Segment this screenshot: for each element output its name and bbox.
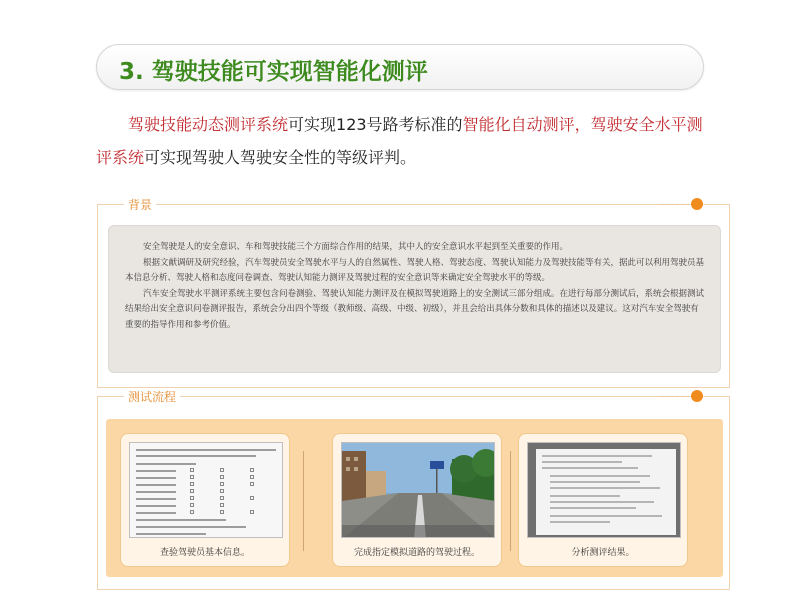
divider — [510, 451, 511, 551]
divider — [661, 396, 689, 397]
test-flow-panel — [106, 419, 723, 577]
step-card-driving — [332, 433, 502, 567]
section-title: 3. 驾驶技能可实现智能化测评 — [119, 59, 428, 85]
intro-paragraph — [96, 108, 716, 174]
step-card-basic-info — [120, 433, 290, 567]
step-caption-basic-info: 查验驾驶员基本信息。 — [159, 548, 250, 558]
step-card-result — [518, 433, 688, 567]
test-flow-label: 测试流程 — [124, 388, 180, 405]
test-flow-box — [97, 390, 730, 590]
background-paragraph-1: 安全驾驶是人的安全意识、车和驾驶技能三个方面综合作用的结果，其中人的安全意识水平起到至关重要的作用。 — [143, 242, 569, 252]
background-label: 背景 — [124, 196, 156, 213]
intro-text-2: 可实现驾驶人驾驶安全性的等级评判。 — [144, 148, 417, 167]
report-page — [536, 449, 676, 535]
step-caption-result: 分析测评结果。 — [571, 548, 635, 558]
intro-highlight-dynamic-system: 驾驶技能动态测评系统 — [128, 115, 289, 134]
section-title-bar — [96, 44, 704, 90]
driving-simulation-screenshot — [341, 442, 495, 538]
road-scene-image — [342, 443, 495, 538]
divider — [303, 451, 304, 551]
background-box — [97, 198, 730, 388]
orange-dot-icon — [691, 198, 703, 210]
intro-highlight-safety-system: 智能化自动测评，驾驶安全水平测评系统 — [96, 115, 703, 167]
step-caption-driving: 完成指定模拟道路的驾驶过程。 — [353, 548, 480, 558]
background-text-panel — [108, 225, 721, 373]
background-paragraph-3: 汽车安全驾驶水平测评系统主要包含问卷测验、驾驶认知能力测评及在模拟驾驶道路上的安全测试三部分组成。在进行每部分测试后，系统会根据测试结果给出安全意识问卷测评报告，系统会分出四个等级（教师级、高级、中级、初级），并且会给出具体分数和具体的描述以及建议。这对汽车安全驾驶有重要的指导作用和参考价值。 — [125, 288, 705, 330]
driver-info-form-screenshot — [129, 442, 283, 538]
assessment-report-screenshot — [527, 442, 681, 538]
divider — [661, 204, 689, 205]
orange-dot-icon — [691, 390, 703, 402]
background-paragraph-2: 根据文献调研及研究经验，汽车驾驶员安全驾驶水平与人的自然属性、驾驶人格、驾驶态度、驾驶认知能力及驾驶技能等有关，据此可以利用驾驶员基本信息分析、驾驶人格和态度问卷调查、驾驶认知能力测评及驾驶过程的安全意识等来确定安全驾驶水平的等级。 — [125, 257, 705, 283]
intro-text-1: 可实现123号路考标准的 — [288, 115, 463, 134]
